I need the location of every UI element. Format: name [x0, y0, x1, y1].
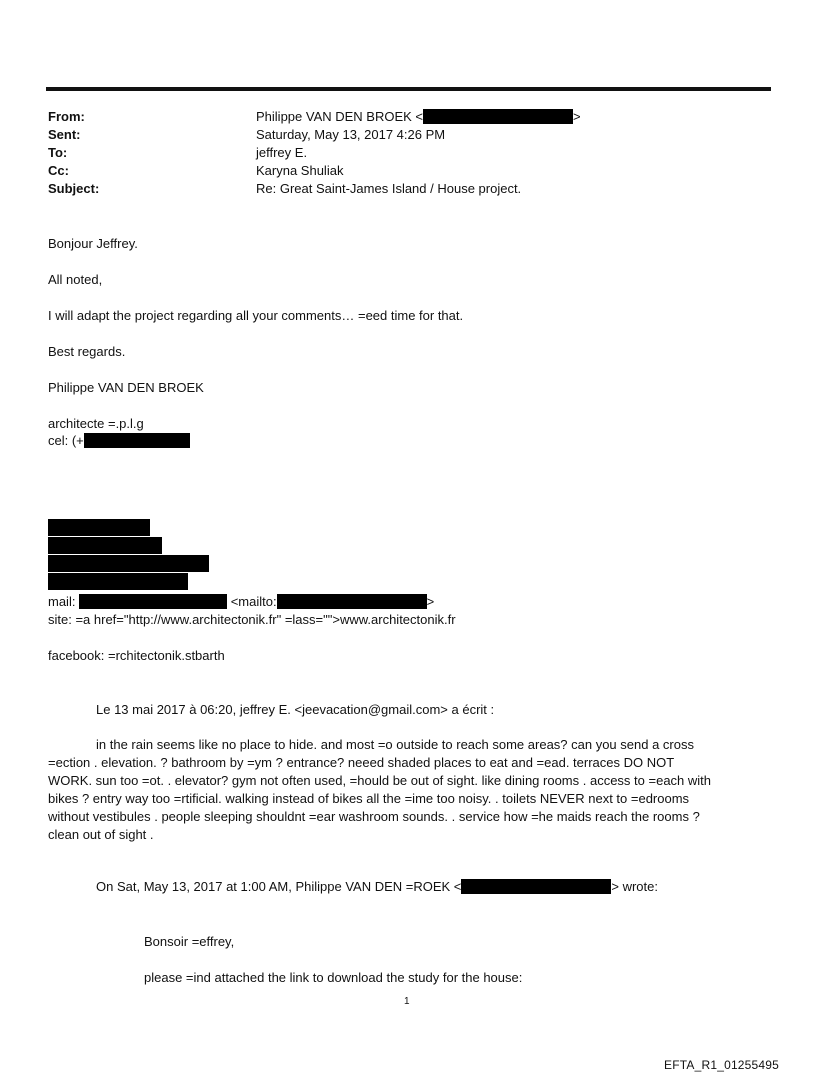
from-label: From: [48, 109, 85, 124]
to-value: jeffrey E. [256, 145, 308, 160]
page-number: 1 [404, 996, 410, 1007]
quote-line: bikes ? entry way too =rtificial. walking instead of bikes all the =ime too noisy. . toilets NEVER next to =edrooms [48, 791, 690, 806]
redaction-bar [48, 573, 188, 590]
quote-line: without vestibules . people sleeping shouldnt =ear washroom sounds. . service how =he maids reach the rooms ? [48, 809, 700, 824]
body-line: All noted, [48, 272, 103, 287]
header-rule [46, 87, 771, 91]
redaction-bar [84, 433, 190, 448]
signature-facebook: facebook: =rchitectonik.stbarth [48, 648, 225, 663]
redaction-bar [48, 537, 162, 554]
signature-mail: mail: <mailto: > [48, 594, 435, 609]
subject-label: Subject: [48, 181, 100, 196]
redaction-bar [48, 555, 209, 572]
quote-body [48, 736, 711, 844]
quote-line: WORK. sun too =ot. . elevator? gym not often used, =hould be out of sight. like dining rooms . access to =each with [48, 773, 712, 788]
quote-line: =ection . elevation. ? bathroom by =ym ? entrance? neeed shaded places to eat and =ead. terraces DO NOT [48, 755, 675, 770]
cc-label: Cc: [48, 163, 69, 178]
quote-line: in the rain seems like no place to hide. and most =o outside to reach some areas? can you send a cross [96, 737, 694, 752]
sent-label: Sent: [48, 127, 81, 142]
signature-site: site: =a href="http://www.architectonik.fr" =lass="">www.architectonik.fr [48, 612, 456, 627]
to-label: To: [48, 145, 68, 160]
signature-title: architecte =.p.l.g [48, 416, 144, 431]
quote2-line: please =ind attached the link to download the study for the house: [144, 970, 523, 985]
sent-value: Saturday, May 13, 2017 4:26 PM [256, 127, 446, 142]
body-line: I will adapt the project regarding all your comments… =eed time for that. [48, 308, 464, 323]
redaction-bar [79, 594, 227, 609]
closing: Best regards. [48, 344, 126, 359]
quote-line: clean out of sight . [48, 827, 154, 842]
redaction-bar [423, 109, 573, 124]
quote-intro: Le 13 mai 2017 à 06:20, jeffrey E. <jeevacation@gmail.com> a écrit : [96, 702, 495, 717]
from-value: Philippe VAN DEN BROEK < > [256, 109, 581, 124]
greeting: Bonjour Jeffrey. [48, 236, 138, 251]
redaction-bar [461, 879, 611, 894]
subject-value: Re: Great Saint-James Island / House project. [256, 181, 522, 196]
quote2-greeting: Bonsoir =effrey, [144, 934, 235, 949]
bates-number: EFTA_R1_01255495 [664, 1058, 780, 1072]
quote2-intro: On Sat, May 13, 2017 at 1:00 AM, Philippe VAN DEN =ROEK < > wrote: [96, 879, 658, 894]
redaction-bar [277, 594, 427, 609]
signature-cel: cel: (+ [48, 432, 190, 449]
cc-value: Karyna Shuliak [256, 163, 344, 178]
redaction-bar [48, 519, 150, 536]
signature-name: Philippe VAN DEN BROEK [48, 380, 204, 395]
